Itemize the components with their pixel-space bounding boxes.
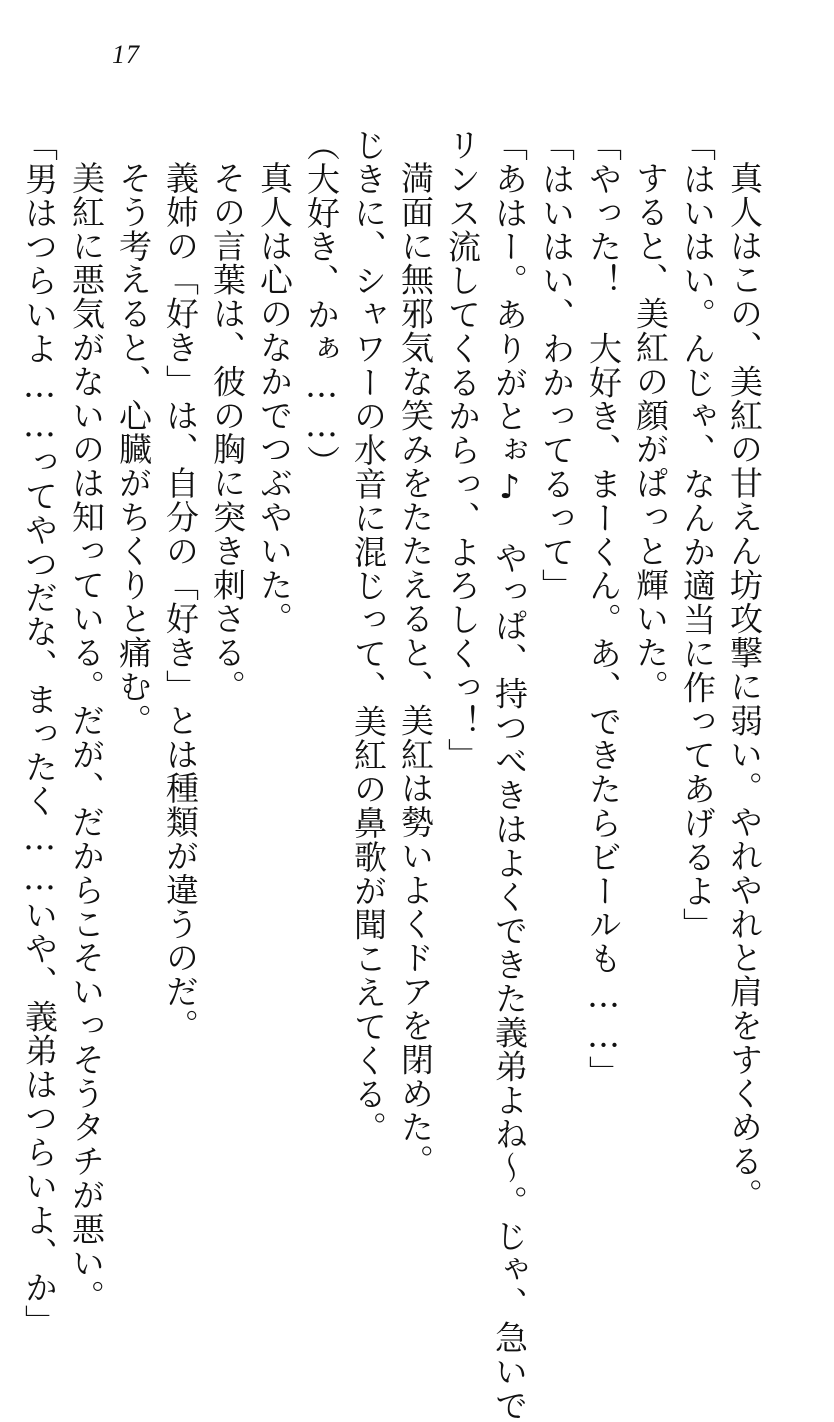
text-line: そう考えると、心臓がちくりと痛む。 xyxy=(114,161,153,738)
text-line: 「はいはい。んじゃ、なんか適当に作ってあげるよ」 xyxy=(678,128,717,942)
text-line: （大好き、かぁ……） xyxy=(302,128,341,479)
text-line: 「はいはい、わかってるって」 xyxy=(537,128,576,603)
text-line: 義姉の「好き」は、自分の「好き」とは種類が違うのだ。 xyxy=(161,161,200,1043)
page-number: 17 xyxy=(112,40,140,69)
text-line: 「やった！ 大好き、まーくん。あ、できたらビールも……」 xyxy=(584,128,623,1090)
text-line: リンス流してくるからっ、よろしくっ！」 xyxy=(443,128,482,773)
text-line: じきに、シャワーの水音に混じって、美紅の鼻歌が聞こえてくる。 xyxy=(349,128,388,1145)
text-line: 真人はこの、美紅の甘えん坊攻撃に弱い。やれやれと肩をすくめる。 xyxy=(725,161,764,1212)
text-line: 満面に無邪気な笑みをたたえると、美紅は勢いよくドアを閉めた。 xyxy=(396,161,435,1178)
text-line: 真人は心のなかでつぶやいた。 xyxy=(255,161,294,636)
text-line: すると、美紅の顔がぱっと輝いた。 xyxy=(631,161,670,704)
body-text xyxy=(16,128,768,1422)
text-line: 「男はつらいよ……ってやつだな、まったく……いや、義弟はつらいよ、か」 xyxy=(20,128,59,1339)
text-line: 美紅に悪気がないのは知っている。だが、だからこそいっそうタチが悪い。 xyxy=(67,161,106,1314)
text-line: 「あはー。ありがとぉ♪ やっぱ、持つべきはよくできた義弟よね〜。じゃ、急いで xyxy=(490,128,529,1422)
text-line: その言葉は、彼の胸に突き刺さる。 xyxy=(208,161,247,704)
